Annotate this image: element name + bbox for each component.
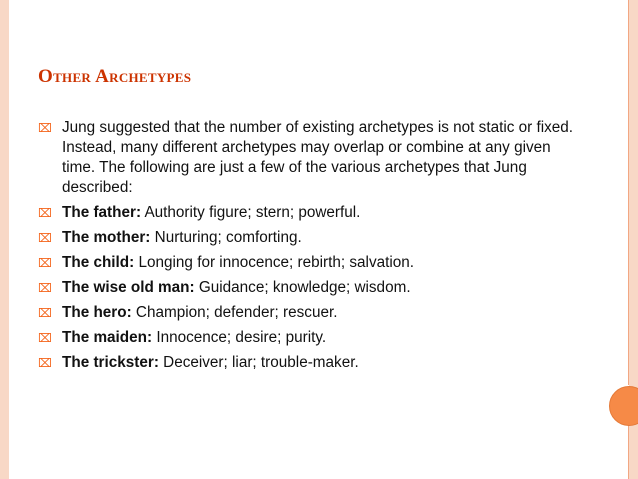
bullet-marker-icon: ⌧ — [38, 256, 52, 270]
archetype-description: Innocence; desire; purity. — [152, 329, 327, 346]
list-item-hero — [38, 303, 578, 323]
archetype-description: Authority figure; stern; powerful. — [141, 204, 361, 221]
archetype-description: Deceiver; liar; trouble-maker. — [158, 354, 359, 371]
archetype-description: Champion; defender; rescuer. — [131, 304, 338, 321]
archetype-term: The mother: — [62, 229, 151, 246]
left-border-decoration — [0, 0, 9, 479]
bullet-marker-icon: ⌧ — [38, 356, 52, 370]
bullet-marker-icon: ⌧ — [38, 281, 52, 295]
orange-circle-decoration — [609, 386, 638, 426]
list-item-mother — [38, 228, 578, 248]
archetype-term: The hero: — [62, 304, 132, 321]
bullet-marker-icon: ⌧ — [38, 331, 52, 345]
archetype-description: Guidance; knowledge; wisdom. — [194, 279, 411, 296]
slide-title: Other Archetypes — [38, 66, 192, 87]
archetype-term: The father: — [62, 204, 142, 221]
right-accent-line-top — [628, 0, 629, 385]
bullet-marker-icon: ⌧ — [38, 306, 52, 320]
archetype-description: Nurturing; comforting. — [150, 229, 302, 246]
list-item-intro — [38, 118, 578, 198]
list-item-maiden — [38, 328, 578, 348]
archetype-term: The trickster: — [62, 354, 159, 371]
list-item-child — [38, 253, 578, 273]
list-item-wise-old-man — [38, 278, 578, 298]
archetype-description: Longing for innocence; rebirth; salvation. — [134, 254, 415, 271]
archetype-term: The maiden: — [62, 329, 153, 346]
bullet-marker-icon: ⌧ — [38, 206, 52, 220]
list-item-trickster — [38, 353, 578, 373]
intro-text: Jung suggested that the number of existing archetypes is not static or fixed. Instead, many different archetypes may overlap or combine at any given time. The following are just a few of the various archetypes that Jung described: — [62, 119, 574, 196]
list-item-father — [38, 203, 578, 223]
archetype-term: The child: — [62, 254, 135, 271]
bullet-marker-icon: ⌧ — [38, 121, 52, 135]
right-accent-line-bottom — [628, 425, 629, 479]
bullet-list — [38, 118, 578, 378]
archetype-term: The wise old man: — [62, 279, 195, 296]
bullet-marker-icon: ⌧ — [38, 231, 52, 245]
